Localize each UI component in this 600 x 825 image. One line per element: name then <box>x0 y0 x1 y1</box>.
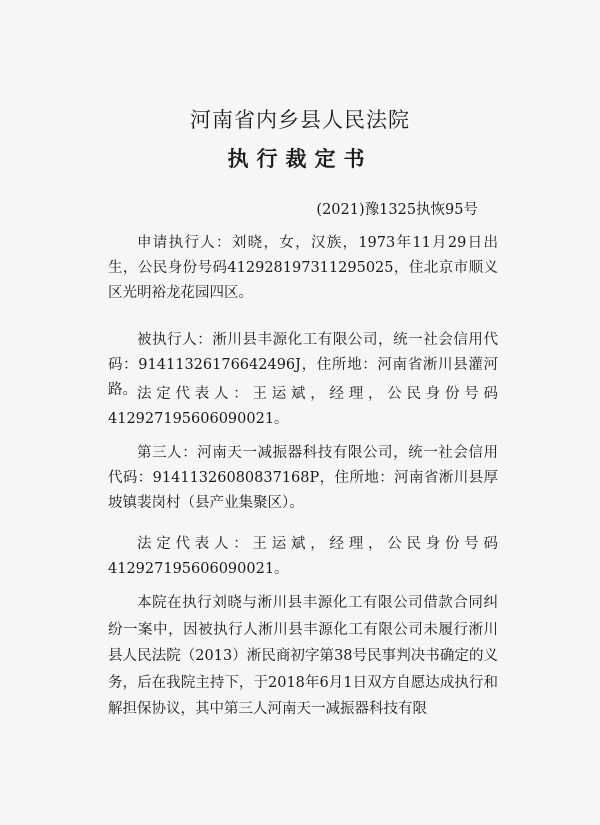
third-party-representative-line: 法定代表人：王运斌，经理，公民身份号码 <box>137 536 498 552</box>
body-paragraph: 本院在执行刘晓与淅川县丰源化工有限公司借款合同纠纷一案中，因被执行人淅川县丰源化工有限公司未履行淅川县人民法院（2013）淅民商初字第38号民事判决书确定的义务，后在我院主持下，于2018年6月1日双方自愿达成执行和解担保协议，其中第三人河南天一减振器科技有限 <box>108 595 498 717</box>
respondent-paragraph: 被执行人：淅川县丰源化工有限公司，统一社会信用代码：91411326176642496J，住所地：河南省淅川县灌河路。 <box>108 332 498 398</box>
document-type-title: 执行裁定书 <box>227 146 373 171</box>
respondent-representative-line: 法定代表人：王运斌，经理，公民身份号码 <box>137 386 498 402</box>
court-name: 河南省内乡县人民法院 <box>190 108 410 132</box>
third-party-representative-paragraph <box>108 532 498 582</box>
respondent-representative-id: 412927195606090021。 <box>108 411 289 427</box>
third-party-representative-id: 412927195606090021。 <box>108 561 289 577</box>
applicant-paragraph: 申请执行人：刘晓，女，汉族，1973年11月29日出生，公民身份号码412928197311295025，住北京市顺义区光明裕龙花园四区。 <box>108 235 498 301</box>
respondent-representative-paragraph <box>108 382 498 432</box>
third-party-paragraph: 第三人：河南天一减振器科技有限公司，统一社会信用代码：91411326080837168P，住所地：河南省淅川县厚坡镇裴岗村（县产业集聚区）。 <box>108 445 498 511</box>
case-number: (2021)豫1325执恢95号 <box>316 202 478 218</box>
